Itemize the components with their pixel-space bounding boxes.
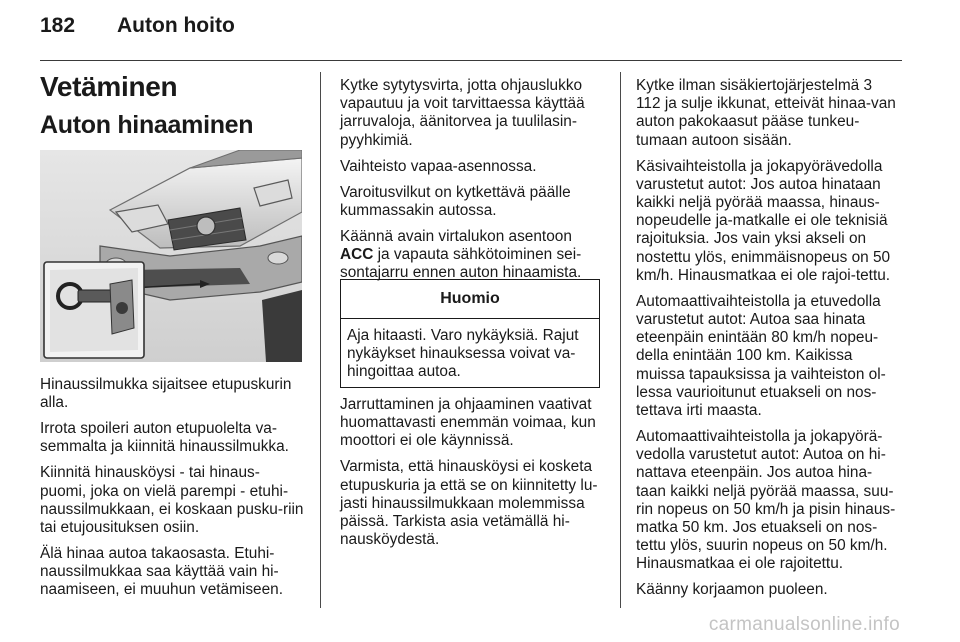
- paragraph: [636, 77, 900, 150]
- text-segment: ja sulje ikkunat, etteivät hinaa-van auton pakokaasut pääse tunkeu-tumaan autoon sisään.: [636, 95, 896, 149]
- column-divider-2: [620, 72, 621, 608]
- car-front-icon: [40, 150, 302, 362]
- paragraph: Varmista, että hinausköysi ei kosketa etupuskuria ja että se on kiinnitetty lu-jasti hinaussilmukkaan molemmissa päissä. Tarkista asia vetämällä hi-nausköydestä.: [340, 458, 598, 549]
- notice-title: Huomio: [341, 280, 599, 319]
- paragraph: Kytke sytytysvirta, jotta ohjauslukko vapautuu ja voit tarvittaessa käyttää jarruvaloja, äänitorvea ja tuulilasin-pyyhkimiä.: [340, 77, 585, 149]
- notice-text: Aja hitaasti. Varo nykäyksiä. Rajut nykäykset hinauksessa voivat va-hingoittaa autoa.: [347, 327, 579, 381]
- column-divider-1: [320, 72, 321, 608]
- watermark: carmanualsonline.info: [708, 614, 900, 635]
- paragraph: Vaihteisto vapaa-asennossa.: [340, 157, 537, 175]
- page-reference[interactable]: 3 112: [636, 77, 873, 113]
- paragraph: Automaattivaihteistolla ja etuvedolla varustetut autot: Autoa saa hinata eteenpäin enintään 80 km/h nopeu-della enintään 100 km. Kaikissa muissa tapauksissa ja vaihteiston ol-lessa vaurioitunut etuakseli on nos-tettava irti maasta.: [636, 292, 886, 420]
- column-3: [636, 77, 900, 607]
- paragraph: Hinaussilmukka sijaitsee etupuskurin alla.: [40, 376, 292, 412]
- page-number: 182: [40, 14, 76, 37]
- paragraph: [340, 228, 604, 283]
- paragraph: Irrota spoileri auton etupuolelta va-semmalta ja kiinnitä hinaussilmukka.: [40, 420, 289, 456]
- text-segment: Kytke ilman sisäkiertojärjestelmä: [636, 77, 860, 94]
- section-title: Auton hoito: [117, 14, 235, 37]
- towing-eye-illustration: [40, 150, 302, 362]
- paragraph: Älä hinaa autoa takaosasta. Etuhi-naussilmukkaa saa käyttää vain hi-naamiseen, ei muuhun vetämiseen.: [40, 545, 283, 599]
- column-2-bottom: [340, 396, 604, 557]
- paragraph: Käänny korjaamon puoleen.: [636, 581, 828, 599]
- paragraph: Automaattivaihteistolla ja jokapyörä-vedolla varustetut autot: Autoa on hi-nattava eteenpäin. Jos autoa hina-taan kaikki neljä pyörää maassa, suu-rin nopeus on 50 km/h ja pisin hinaus-matka 50 km. Jos etuakseli on nos-tettu ylös, suurin nopeus on 50 km/h. Hinausmatkaa ei ole rajoitettu.: [636, 428, 896, 573]
- acc-keyword: ACC: [340, 246, 374, 264]
- paragraph: Käsivaihteistolla ja jokapyörävedolla varustetut autot: Jos autoa hinataan kaikki neljä pyörää maassa, hinaus-nopeudelle ja-matkalle ei ole teknisiä rajoituksia. Jos vain yksi akseli on nostettu ylös, enimmäisnopeus on 50 km/h. Hinausmatkaa ei ole rajoi-tettu.: [636, 157, 891, 284]
- header-divider: [40, 60, 902, 61]
- paragraph: Jarruttaminen ja ohjaaminen vaativat huomattavasti enemmän voimaa, kun moottori ei ole käynnissä.: [340, 396, 596, 450]
- text-segment: ja vapauta sähkötoiminen sei-sontajarru ennen auton hinaamista.: [340, 246, 582, 282]
- paragraph: Varoitusvilkut on kytkettävä päälle kummassakin autossa.: [340, 183, 571, 219]
- notice-box: [340, 279, 600, 388]
- column-1: [40, 376, 306, 607]
- page-heading: Vetäminen: [40, 71, 178, 102]
- column-2-top: [340, 77, 604, 290]
- paragraph: Kiinnitä hinausköysi - tai hinaus-puomi, joka on vielä parempi - etuhi-naussilmukkaan, ei koskaan pusku-riin tai etujousituksen osiin.: [40, 464, 304, 537]
- text-segment: Käännä avain virtalukon asentoon: [340, 227, 572, 245]
- page-subheading: Auton hinaaminen: [40, 111, 254, 139]
